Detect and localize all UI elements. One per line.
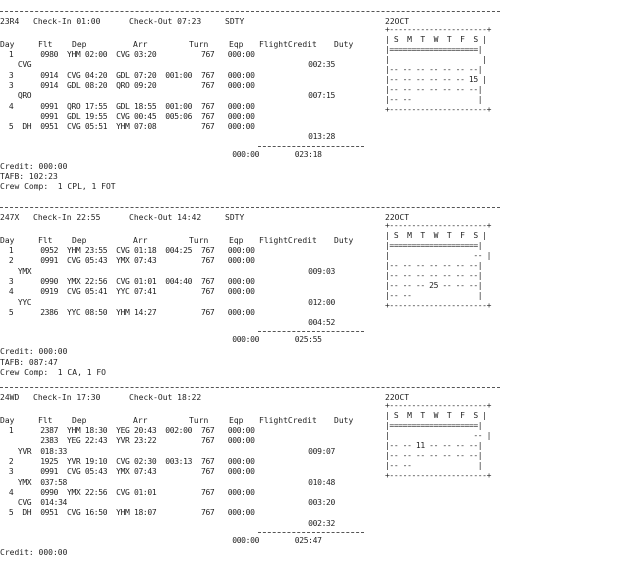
- month-label: 22OCT: [385, 17, 410, 26]
- checkout-time: Check-Out 07:23: [129, 17, 202, 26]
- pairing-type: SDTY: [225, 213, 245, 222]
- totals-row: 000:00 025:55: [0, 335, 322, 345]
- table-row: 002:32: [0, 518, 335, 528]
- pairing-id: 247X: [0, 213, 20, 222]
- calendar-grid: [385, 25, 500, 115]
- table-row: 0991 GDL 19:55 CVG 00:45 005:06 767 000:00: [0, 111, 255, 121]
- table-row: 5 2386 YYC 08:50 YHM 14:27 767 000:00: [0, 307, 255, 317]
- col-dep: Dep: [72, 40, 87, 49]
- col-flight-credit: FlightCredit: [259, 416, 317, 425]
- totals-row: 000:00 023:18: [0, 149, 322, 159]
- col-duty: Duty: [334, 40, 354, 49]
- calendar-row: +----------------------+: [385, 471, 491, 480]
- calendar-row: |-- -- -- 25 -- -- --|: [385, 281, 483, 290]
- calendar-row: |-- -- |: [385, 95, 483, 104]
- table-row: YMX 009:03: [0, 266, 335, 276]
- section-divider: [0, 387, 500, 388]
- table-row: 4 0991 QRO 17:55 GDL 18:55 001:00 767 000:00: [0, 101, 255, 111]
- col-duty: Duty: [334, 236, 354, 245]
- table-row: 5 DH 0951 CVG 16:50 YHM 18:07 767 000:00: [0, 508, 255, 518]
- table-row: YVR 018:33 009:07: [0, 446, 335, 456]
- table-row: 4 0990 YMX 22:56 CVG 01:01 767 000:00: [0, 487, 255, 497]
- pairing-type: SDTY: [225, 17, 245, 26]
- table-row: YYC 012:00: [0, 297, 335, 307]
- calendar-row: +----------------------+: [385, 401, 491, 410]
- calendar-row: | -- |: [385, 431, 491, 440]
- table-row: 3 0914 CVG 04:20 GDL 07:20 001:00 767 000:00: [0, 70, 255, 80]
- col-turn: Turn: [189, 236, 209, 245]
- col-eqp: Eqp: [229, 416, 244, 425]
- col-turn: Turn: [189, 416, 209, 425]
- calendar-row: | S M T W T F S |: [385, 411, 487, 420]
- col-duty: Duty: [334, 416, 354, 425]
- calendar-row: | -- |: [385, 251, 491, 260]
- calendar-row: |====================|: [385, 45, 483, 54]
- calendar-row: +----------------------+: [385, 105, 491, 114]
- calendar-row: |-- -- -- -- -- -- --|: [385, 85, 483, 94]
- col-flight-credit: FlightCredit: [259, 40, 317, 49]
- footer-line: Crew Comp: 1 CPL, 1 FOT: [0, 182, 116, 192]
- table-row: 4 0919 CVG 05:41 YYC 07:41 767 000:00: [0, 287, 255, 297]
- calendar-row: +----------------------+: [385, 301, 491, 310]
- footer-line: Credit: 000:00: [0, 347, 68, 357]
- section-divider: [0, 11, 500, 12]
- totals-divider: [258, 146, 364, 147]
- col-flt: Flt: [38, 416, 53, 425]
- calendar-row: | |: [385, 55, 487, 64]
- calendar-row: +----------------------+: [385, 221, 491, 230]
- checkout-time: Check-Out 14:42: [129, 213, 202, 222]
- calendar-grid: [385, 401, 500, 481]
- footer-line: Crew Comp: 1 CA, 1 FO: [0, 368, 106, 377]
- totals-row: 000:00 025:47: [0, 536, 322, 545]
- checkin-time: Check-In 01:00: [33, 17, 101, 26]
- checkin-time: Check-In 22:55: [33, 213, 101, 222]
- checkin-time: Check-In 17:30: [33, 393, 101, 402]
- col-arr: Arr: [133, 40, 148, 49]
- totals-divider: [258, 331, 364, 332]
- footer-line: Credit: 000:00: [0, 548, 68, 557]
- calendar-row: | S M T W T F S |: [385, 231, 487, 240]
- table-row: 1 0952 YHM 23:55 CVG 01:18 004:25 767 000:00: [0, 246, 255, 255]
- table-row: 2 1925 YVR 19:10 CVG 02:30 003:13 767 000:00: [0, 456, 255, 466]
- pairing-id: 23R4: [0, 17, 20, 26]
- col-day: Day: [0, 40, 15, 49]
- table-row: 3 0914 GDL 08:20 QRO 09:20 767 000:00: [0, 80, 255, 90]
- pairing-id: 24WD: [0, 393, 20, 402]
- col-flight-credit: FlightCredit: [259, 236, 317, 245]
- calendar-row: |====================|: [385, 241, 483, 250]
- calendar-grid: [385, 221, 500, 311]
- calendar-row: |-- -- -- -- -- -- --|: [385, 451, 483, 460]
- table-row: 013:28: [0, 132, 335, 142]
- totals-divider: [258, 532, 364, 533]
- calendar-row: |-- -- |: [385, 291, 483, 300]
- table-row: 3 0991 CVG 05:43 YMX 07:43 767 000:00: [0, 467, 255, 477]
- table-row: CVG 014:34 003:20: [0, 498, 335, 508]
- table-row: 1 2387 YHM 18:30 YEG 20:43 002:00 767 000:00: [0, 426, 255, 435]
- calendar-row: |-- -- -- -- -- -- --|: [385, 65, 483, 74]
- footer-line: TAFB: 087:47: [0, 357, 58, 367]
- col-arr: Arr: [133, 236, 148, 245]
- calendar-row: |-- -- -- -- -- -- --|: [385, 261, 483, 270]
- table-row: 1 0980 YHM 02:00 CVG 03:20 767 000:00: [0, 50, 255, 59]
- calendar-row: +----------------------+: [385, 25, 491, 34]
- col-dep: Dep: [72, 236, 87, 245]
- footer-line: Credit: 000:00: [0, 161, 68, 171]
- month-label: 22OCT: [385, 393, 410, 402]
- table-row: CVG 002:35: [0, 60, 335, 70]
- calendar-row: |-- -- -- -- -- -- --|: [385, 271, 483, 280]
- calendar-row: |-- -- 11 -- -- -- --|: [385, 441, 483, 450]
- col-flt: Flt: [38, 40, 53, 49]
- calendar-row: |====================|: [385, 421, 483, 430]
- calendar-row: |-- -- |: [385, 461, 483, 470]
- col-arr: Arr: [133, 416, 148, 425]
- col-day: Day: [0, 416, 15, 425]
- footer-line: TAFB: 102:23: [0, 172, 58, 181]
- col-day: Day: [0, 236, 15, 245]
- col-eqp: Eqp: [229, 236, 244, 245]
- calendar-row: |-- -- -- -- -- -- 15 |: [385, 75, 487, 84]
- col-eqp: Eqp: [229, 40, 244, 49]
- table-row: 5 DH 0951 CVG 05:51 YHM 07:08 767 000:00: [0, 122, 255, 132]
- col-turn: Turn: [189, 40, 209, 49]
- col-dep: Dep: [72, 416, 87, 425]
- section-divider: [0, 207, 500, 208]
- calendar-row: | S M T W T F S |: [385, 35, 487, 44]
- table-row: 2 0991 CVG 05:43 YMX 07:43 767 000:00: [0, 256, 255, 266]
- table-row: QRO 007:15: [0, 91, 335, 101]
- table-row: 2383 YEG 22:43 YVR 23:22 767 000:00: [0, 436, 255, 446]
- month-label: 22OCT: [385, 213, 410, 222]
- table-row: 3 0990 YMX 22:56 CVG 01:01 004:40 767 000:00: [0, 276, 255, 286]
- checkout-time: Check-Out 18:22: [129, 393, 202, 402]
- table-row: YMX 037:58 010:48: [0, 477, 335, 487]
- col-flt: Flt: [38, 236, 53, 245]
- table-row: 004:52: [0, 318, 335, 328]
